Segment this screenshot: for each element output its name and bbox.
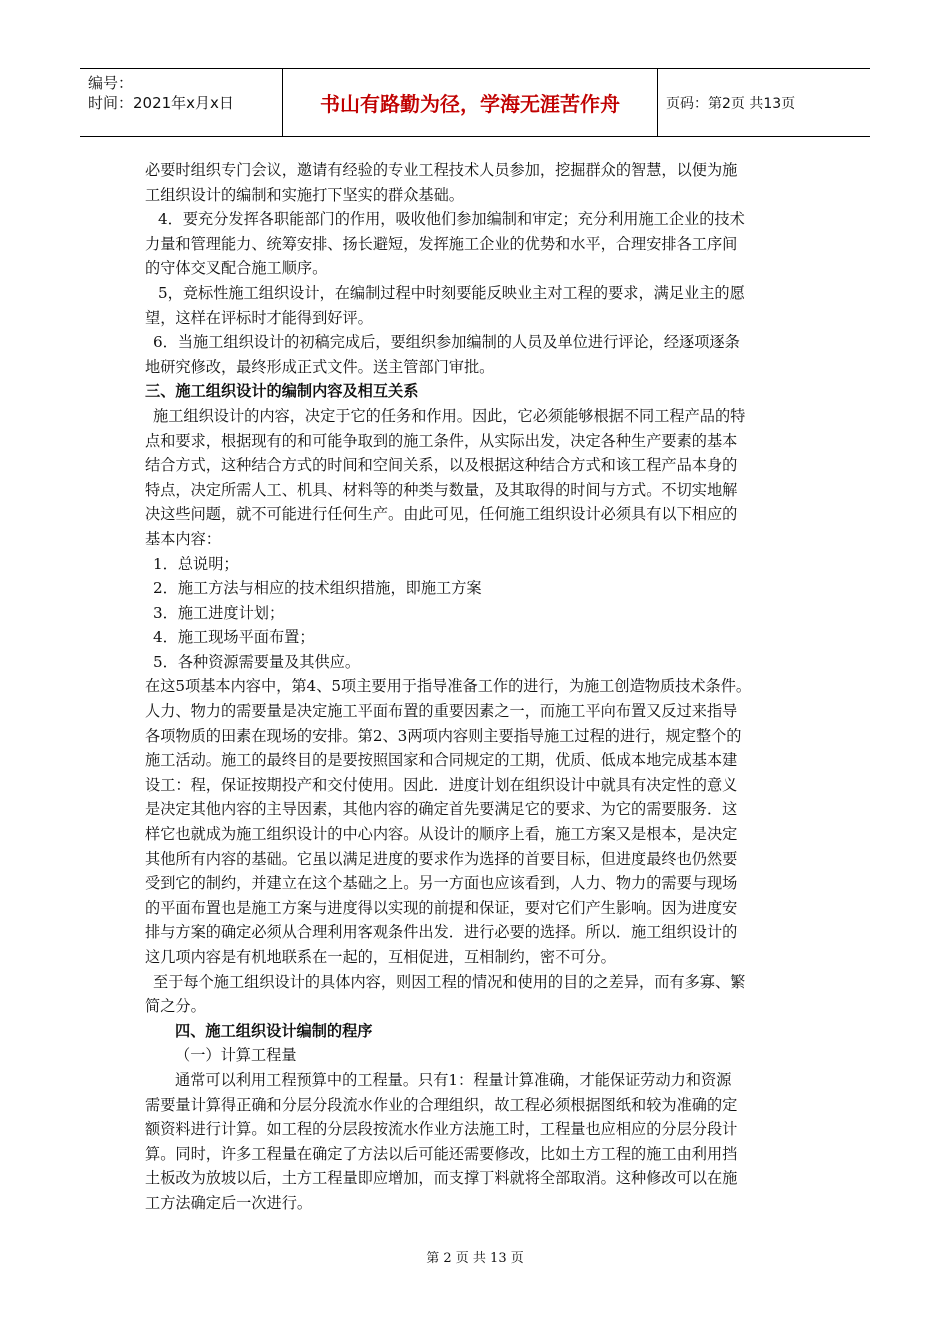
text-line: 施工组织设计的内容，决定于它的任务和作用。因此，它必须能够根据不同工程产品的特: [153, 406, 746, 425]
list-item: 5，竞标性施工组织设计，在编制过程中时刻要能反映业主对工程的要求，满足业主的愿: [158, 283, 745, 302]
text-line: 结合方式，这种结合方式的时间和空间关系，以及根据这种结合方式和该工程产品本身的: [145, 456, 738, 475]
list-item: 6．当施工组织设计的初稿完成后，要组织参加编制的人员及单位进行评论，经逐项逐条: [153, 333, 740, 352]
text-line: 力量和管理能力、统筹安排、扬长避短，发挥施工企业的优势和水平，合理安排各工序间: [145, 234, 738, 253]
text-line: 施工活动。施工的最终目的是要按照国家和合同规定的工期，优质、低成本地完成基本建: [145, 751, 738, 770]
text-line: 额资料进行计算。如工程的分层段按流水作业方法施工时，工程量也应相应的分层分段计: [145, 1120, 738, 1139]
page-header: [80, 68, 870, 137]
text-line: 其他所有内容的基础。它虽以满足进度的要求作为选择的首要目标，但进度最终也仍然要: [145, 849, 738, 868]
text-line: 算。同时，许多工程量在确定了方法以后可能还需要修改，比如土方工程的施工由利用挡: [145, 1144, 738, 1163]
text-line: 点和要求，根据现有的和可能争取到的施工条件，从实际出发，决定各种生产要素的基本: [145, 431, 738, 450]
text-line: 设工：程，保证按期投产和交付使用。因此．进度计划在组织设计中就具有决定性的意义: [145, 775, 738, 794]
list-item: 5．各种资源需要量及其供应。: [153, 652, 361, 671]
text-line: 决这些问题，就不可能进行任何生产。由此可见，任何施工组织设计必须具有以下相应的: [145, 505, 738, 524]
document-number-label: 编号：: [88, 74, 134, 92]
subsection-heading: （一）计算工程量: [175, 1046, 297, 1065]
text-line: 在这5项基本内容中，第4、5项主要用于指导准备工作的进行，为施工创造物质技术条件。: [145, 677, 752, 696]
text-line: 土板改为放坡以后，土方工程量即应增加，而支撑丁料就将全部取消。这种修改可以在施: [145, 1169, 738, 1188]
text-line: 至于每个施工组织设计的具体内容，则因工程的情况和使用的目的之差异，而有多寡、繁: [153, 972, 746, 991]
text-line: 通常可以利用工程预算中的工程量。只有1：程量计算准确，才能保证劳动力和资源: [175, 1070, 732, 1089]
text-line: 样它也就成为施工组织设计的中心内容。从设计的顺序上看，施工方案又是根本，是决定: [145, 825, 738, 844]
text-line: 人力、物力的需要量是决定施工平面布置的重要因素之一，而施工平向布置又反过来指导: [145, 702, 738, 721]
text-line: 是决定其他内容的主导因素，其他内容的确定首先要满足它的要求、为它的需要服务．这: [145, 800, 738, 819]
text-line: 特点，决定所需人工、机具、材料等的种类与数量，及其取得的时间与方式。不切实地解: [145, 480, 738, 499]
text-line: 的平面布置也是施工方案与进度得以实现的前提和保证，要对它们产生影响。因为进度安: [145, 898, 738, 917]
text-line: 这几项内容是有机地联系在一起的，互相促进，互相制约，密不可分。: [145, 948, 616, 966]
page-footer: 第 2 页 共 13 页: [426, 1251, 524, 1266]
text-line: 工方法确定后一次进行。: [145, 1193, 313, 1212]
text-line: 简之分。: [145, 997, 206, 1016]
text-line: 需要量计算得正确和分层分段流水作业的合理组织，故工程必须根据图纸和较为准确的定: [145, 1095, 738, 1114]
list-item: 4．施工现场平面布置；: [153, 628, 315, 647]
section-heading: 四、施工组织设计编制的程序: [175, 1021, 373, 1040]
text-line: 各项物质的田素在现场的安排。第2、3两项内容则主要指导施工过程的进行，规定整个的: [145, 726, 742, 745]
text-line: 工组织设计的编制和实施打下坚实的群众基础。: [145, 185, 464, 204]
list-item: 4．要充分发挥各职能部门的作用，吸收他们参加编制和审定；充分利用施工企业的技术: [158, 210, 745, 229]
header-motto: 书山有路勤为径，学海无涯苦作舟: [282, 69, 658, 136]
list-item: 3．施工进度计划；: [153, 603, 285, 622]
header-page-label: 页码：第2页 共13页: [666, 95, 796, 112]
header-meta: [80, 69, 282, 136]
text-line: 基本内容：: [145, 529, 221, 548]
text-line: 的守体交叉配合施工顺序。: [145, 259, 328, 278]
document-body: [145, 158, 807, 1216]
text-line: 必要时组织专门会议，邀请有经验的专业工程技术人员参加，挖掘群众的智慧，以便为施: [145, 161, 738, 179]
text-line: 受到它的制约，并建立在这个基础之上。另一方面也应该看到，人力、物力的需要与现场: [145, 874, 738, 893]
text-line: 望，这样在评标时才能得到好评。: [145, 308, 373, 327]
section-heading: 三、施工组织设计的编制内容及相互关系: [145, 382, 419, 401]
list-item: 1．总说明；: [153, 554, 239, 573]
document-date-label: 时间：2021年x月x日: [88, 94, 234, 112]
text-line: 排与方案的确定必须从合理利用客观条件出发．进行必要的选择。所以．施工组织设计的: [145, 923, 738, 942]
list-item: 2．施工方法与相应的技术组织措施，即施工方案: [153, 579, 482, 598]
text-line: 地研究修改，最终形成正式文件。送主管部门审批。: [145, 357, 495, 376]
